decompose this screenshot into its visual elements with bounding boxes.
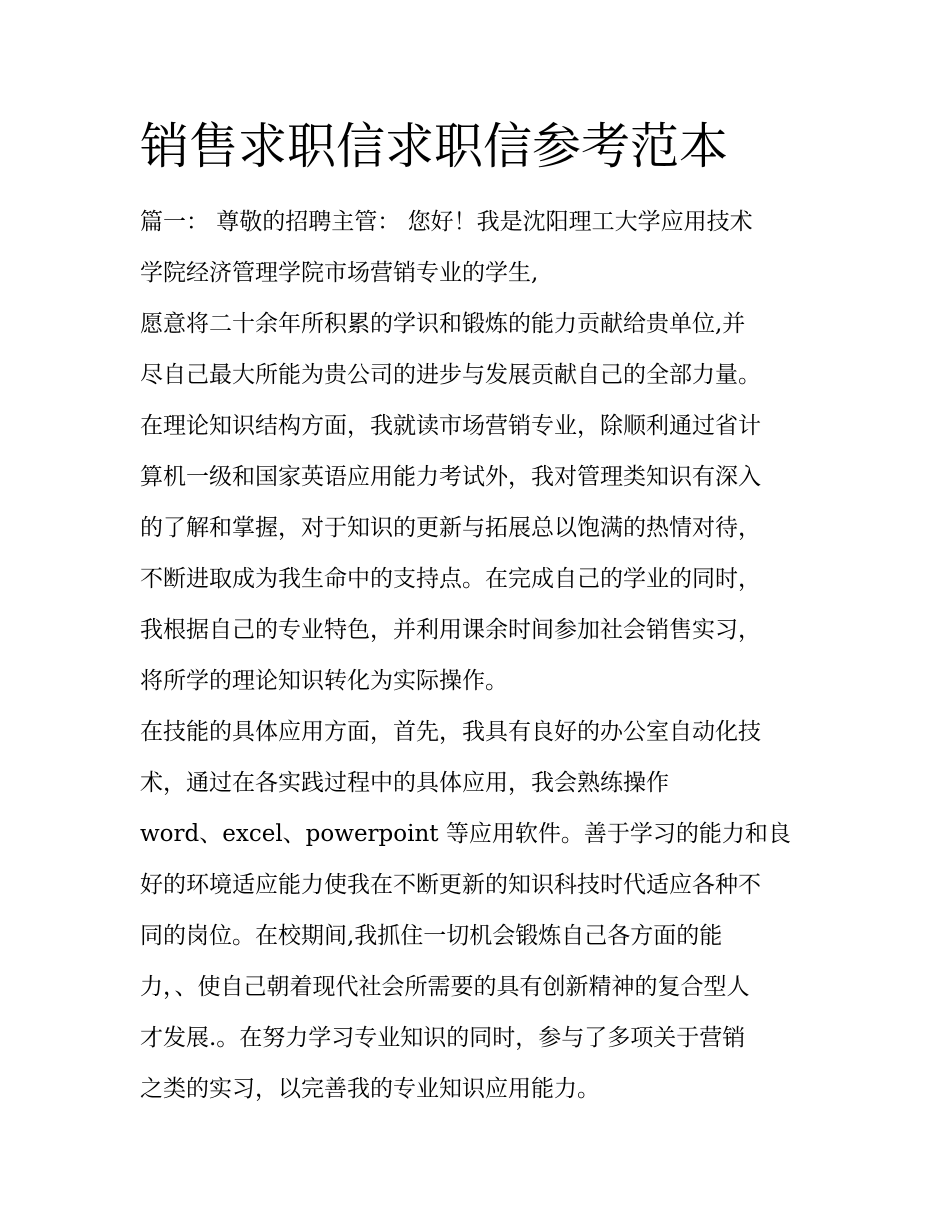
body-line: 力，、使自己朝着现代社会所需要的具有创新精神的复合型人 — [140, 974, 750, 1000]
document-title: 销售求职信求职信参考范本 — [140, 118, 729, 175]
body-line: 算机一级和国家英语应用能力考试外，我对管理类知识有深入 — [140, 464, 761, 490]
body-line: 尽自己最大所能为贵公司的进步与发展贡献自己的全部力量。 — [140, 362, 761, 388]
body-line: 同的岗位。在校期间,我抓住一切机会锻炼自己各方面的能 — [140, 923, 723, 949]
body-line: 愿意将二十余年所积累的学识和锻炼的能力贡献给贵单位,并 — [140, 311, 746, 337]
body-line: 篇一： 尊敬的招聘主管： 您好！我是沈阳理工大学应用技术 — [140, 209, 753, 235]
body-line: 的了解和掌握，对于知识的更新与拓展总以饱满的热情对待， — [140, 515, 761, 541]
body-line: 不断进取成为我生命中的支持点。在完成自己的学业的同时， — [140, 566, 761, 592]
body-line: 在理论知识结构方面，我就读市场营销专业，除顺利通过省计 — [140, 413, 761, 439]
body-line: 才发展.。在努力学习专业知识的同时，参与了多项关于营销 — [140, 1025, 746, 1051]
body-line: 学院经济管理学院市场营销专业的学生, — [140, 260, 539, 286]
body-line: word、excel、powerpoint 等应用软件。善于学习的能力和良 — [140, 821, 791, 847]
body-line: 术，通过在各实践过程中的具体应用，我会熟练操作 — [140, 770, 669, 796]
body-line: 之类的实习，以完善我的专业知识应用能力。 — [140, 1076, 600, 1102]
body-line: 在技能的具体应用方面，首先，我具有良好的办公室自动化技 — [140, 719, 761, 745]
body-line: 我根据自己的专业特色，并利用课余时间参加社会销售实习， — [140, 617, 761, 643]
body-line: 将所学的理论知识转化为实际操作。 — [140, 668, 508, 694]
body-line: 好的环境适应能力使我在不断更新的知识科技时代适应各种不 — [140, 872, 761, 898]
document-body — [140, 197, 840, 1115]
